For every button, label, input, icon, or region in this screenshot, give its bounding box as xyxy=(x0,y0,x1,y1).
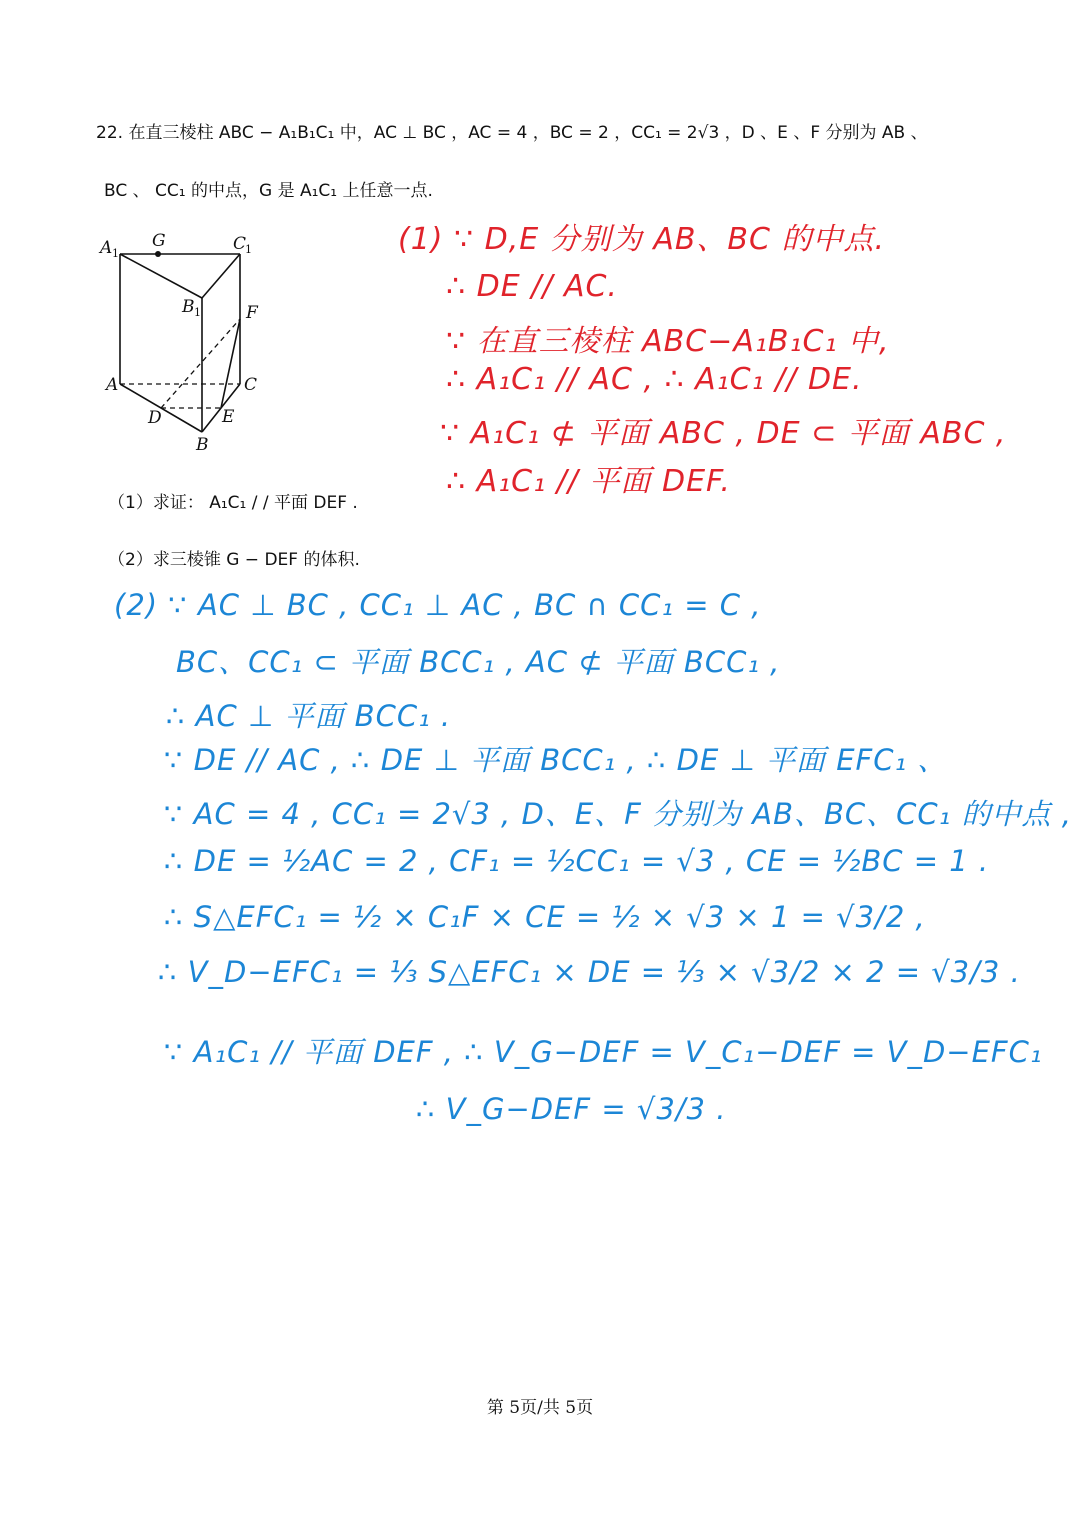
handwriting-part2-line-2: BC、CC₁ ⊂ 平面 BCC₁ , AC ⊄ 平面 BCC₁ , xyxy=(176,645,781,679)
edge-a1b1 xyxy=(120,254,202,298)
label-a1: A xyxy=(100,238,113,258)
edge-df-hidden xyxy=(161,319,240,408)
label-c: C xyxy=(244,375,258,395)
edge-b1c1 xyxy=(202,254,240,298)
handwriting-part2-line-7: ∴ S△EFC₁ = ½ × C₁F × CE = ½ × √3 × 1 = √3/2 , xyxy=(164,900,926,934)
label-b1-sub: 1 xyxy=(194,306,201,319)
handwriting-part2-line-10: ∴ V_G−DEF = √3/3 . xyxy=(416,1092,727,1126)
label-a: A xyxy=(106,375,119,395)
handwriting-part2-line-9: ∵ A₁C₁ // 平面 DEF , ∴ V_G−DEF = V_C₁−DEF = V_D−EFC₁ xyxy=(164,1035,1043,1069)
sub-question-1: （1）求证： A₁C₁ / / 平面 DEF . xyxy=(108,493,358,513)
handwriting-part2-line-1: (2) ∵ AC ⊥ BC , CC₁ ⊥ AC , BC ∩ CC₁ = C , xyxy=(114,588,762,622)
handwriting-part2-line-4: ∵ DE // AC , ∴ DE ⊥ 平面 BCC₁ , ∴ DE ⊥ 平面 EFC₁ 、 xyxy=(164,743,948,777)
label-b: B xyxy=(196,435,209,455)
label-g: G xyxy=(152,231,166,251)
handwriting-part2-line-5: ∵ AC = 4 , CC₁ = 2√3 , D、E、F 分别为 AB、BC、CC₁ 的中点 , xyxy=(164,797,1072,831)
label-f: F xyxy=(246,303,258,323)
label-e: E xyxy=(222,407,235,427)
problem-statement-line-1: 22. 在直三棱柱 ABC − A₁B₁C₁ 中，AC ⊥ BC ，AC = 4 ，BC = 2 ，CC₁ = 2√3 ，D 、E 、F 分别为 AB 、 xyxy=(96,123,928,143)
handwriting-part2-line-3: ∴ AC ⊥ 平面 BCC₁ . xyxy=(166,699,452,733)
handwriting-part2-line-8: ∴ V_D−EFC₁ = ⅓ S△EFC₁ × DE = ⅓ × √3/2 × 2 = √3/3 . xyxy=(158,955,1021,989)
sub-question-2: （2）求三棱锥 G − DEF 的体积. xyxy=(108,550,360,570)
handwriting-part1-line-3: ∵ 在直三棱柱 ABC−A₁B₁C₁ 中, xyxy=(446,324,890,359)
label-b1: B xyxy=(182,297,195,317)
handwriting-part2-line-6: ∴ DE = ½AC = 2 , CF₁ = ½CC₁ = √3 , CE = ½BC = 1 . xyxy=(164,844,990,878)
prism-figure xyxy=(90,222,280,462)
point-g xyxy=(155,251,161,257)
label-d: D xyxy=(148,408,162,428)
problem-statement-line-2: BC 、 CC₁ 的中点，G 是 A₁C₁ 上任意一点. xyxy=(104,181,433,201)
label-a1-sub: 1 xyxy=(112,247,119,260)
edge-ef xyxy=(221,319,240,408)
handwriting-part1-line-4: ∴ A₁C₁ // AC , ∴ A₁C₁ // DE. xyxy=(446,362,863,397)
handwriting-part1-line-6: ∴ A₁C₁ // 平面 DEF. xyxy=(446,464,731,499)
label-c1: C xyxy=(233,234,247,254)
handwriting-part1-line-1: (1) ∵ D,E 分别为 AB、BC 的中点. xyxy=(398,222,886,257)
page-footer: 第 5页/共 5页 xyxy=(486,1398,594,1418)
label-c1-sub: 1 xyxy=(245,243,252,256)
handwriting-part1-line-2: ∴ DE // AC. xyxy=(446,269,618,304)
handwriting-part1-line-5: ∵ A₁C₁ ⊄ 平面 ABC , DE ⊂ 平面 ABC , xyxy=(440,416,1007,451)
